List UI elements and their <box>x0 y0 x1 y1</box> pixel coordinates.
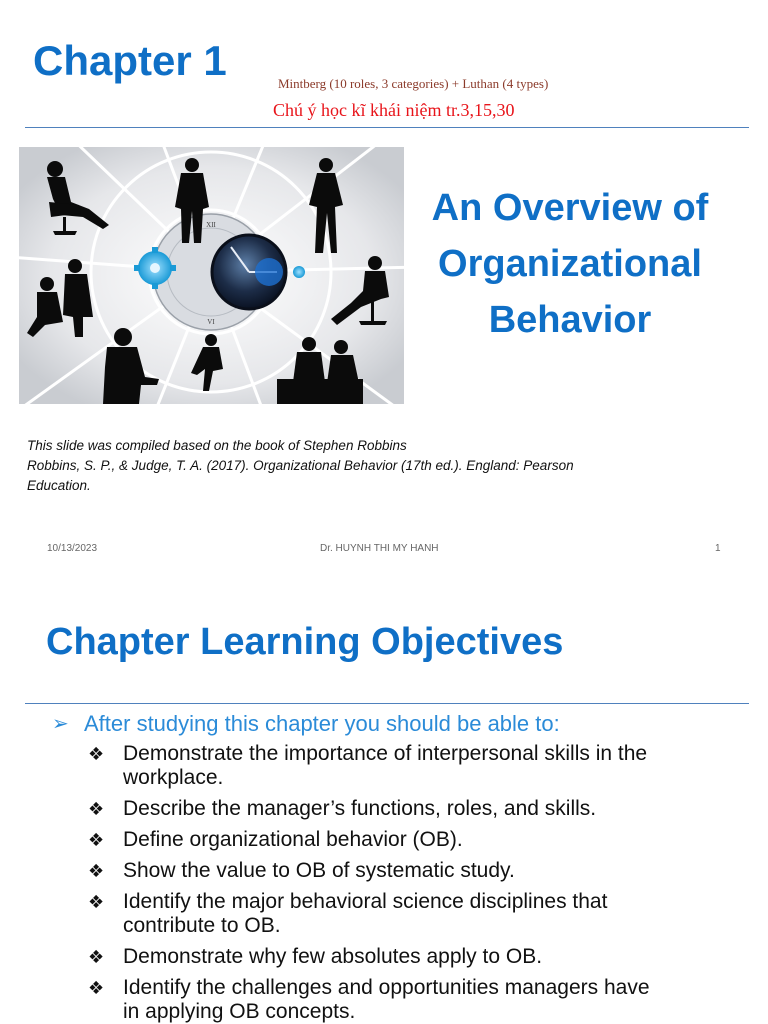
list-item <box>88 890 728 938</box>
objectives-list <box>88 742 728 1024</box>
list-item <box>88 742 728 790</box>
source-line-2: Robbins, S. P., & Judge, T. A. (2017). Organizational Behavior (17th ed.). England: Pearson <box>27 458 574 473</box>
objective-text-line: Identify the challenges and opportunities managers have <box>123 976 650 999</box>
business-clock-illustration <box>19 147 404 404</box>
roles-note: Mintberg (10 roles, 3 categories) + Luthan (4 types) <box>278 76 549 91</box>
diamond-bullet-icon: ❖ <box>88 744 105 764</box>
overview-title-line-3: Behavior <box>488 299 652 341</box>
diamond-bullet-icon: ❖ <box>88 830 105 850</box>
objective-text-line: Show the value to OB of systematic study. <box>123 859 515 882</box>
clock-numeral-xii: XII <box>206 221 216 229</box>
objectives-lead <box>52 710 752 738</box>
blue-gear-small <box>255 258 283 286</box>
objective-text-line: Demonstrate why few absolutes apply to OB. <box>123 945 543 968</box>
diamond-bullet-icon: ❖ <box>88 861 105 881</box>
objective-text-line: Demonstrate the importance of interpersonal skills in the <box>123 742 648 765</box>
blue-gear-tiny <box>293 266 305 278</box>
title-divider <box>25 127 749 128</box>
overview-title <box>412 180 728 348</box>
objective-text-line: workplace. <box>123 766 224 789</box>
list-item <box>88 976 728 1024</box>
arrow-bullet-icon: ➢ <box>52 713 69 735</box>
objective-text-line: Define organizational behavior (OB). <box>123 828 463 851</box>
objectives-lead-text: After studying this chapter you should be able to: <box>84 711 560 736</box>
list-item <box>88 828 728 852</box>
footer-page-number: 1 <box>715 543 721 554</box>
list-item <box>88 797 728 821</box>
objectives-divider <box>25 703 749 704</box>
diamond-bullet-icon: ❖ <box>88 978 105 998</box>
objectives-title: Chapter Learning Objectives <box>46 621 564 663</box>
footer-author: Dr. HUYNH THI MY HANH <box>320 543 439 554</box>
source-line-1: This slide was compiled based on the book of Stephen Robbins <box>27 438 407 453</box>
study-note: Chú ý học kĩ khái niệm tr.3,15,30 <box>273 100 515 120</box>
chapter-title: Chapter 1 <box>33 37 227 84</box>
overview-title-line-1: An Overview of <box>431 187 709 229</box>
objective-text-line: Identify the major behavioral science disciplines that <box>123 890 608 913</box>
objective-text-line: contribute to OB. <box>123 914 281 937</box>
source-citation <box>27 436 707 496</box>
list-item <box>88 945 728 969</box>
slide-2 <box>0 576 768 1024</box>
diamond-bullet-icon: ❖ <box>88 892 105 912</box>
clock-numeral-vi: VI <box>207 318 215 326</box>
diamond-bullet-icon: ❖ <box>88 799 105 819</box>
source-line-3: Education. <box>27 478 91 493</box>
objective-text-line: in applying OB concepts. <box>123 1000 356 1023</box>
objective-text-line: Describe the manager’s functions, roles, and skills. <box>123 797 597 820</box>
list-item <box>88 859 728 883</box>
footer-date: 10/13/2023 <box>47 543 98 554</box>
overview-title-line-2: Organizational <box>438 243 702 285</box>
diamond-bullet-icon: ❖ <box>88 947 105 967</box>
